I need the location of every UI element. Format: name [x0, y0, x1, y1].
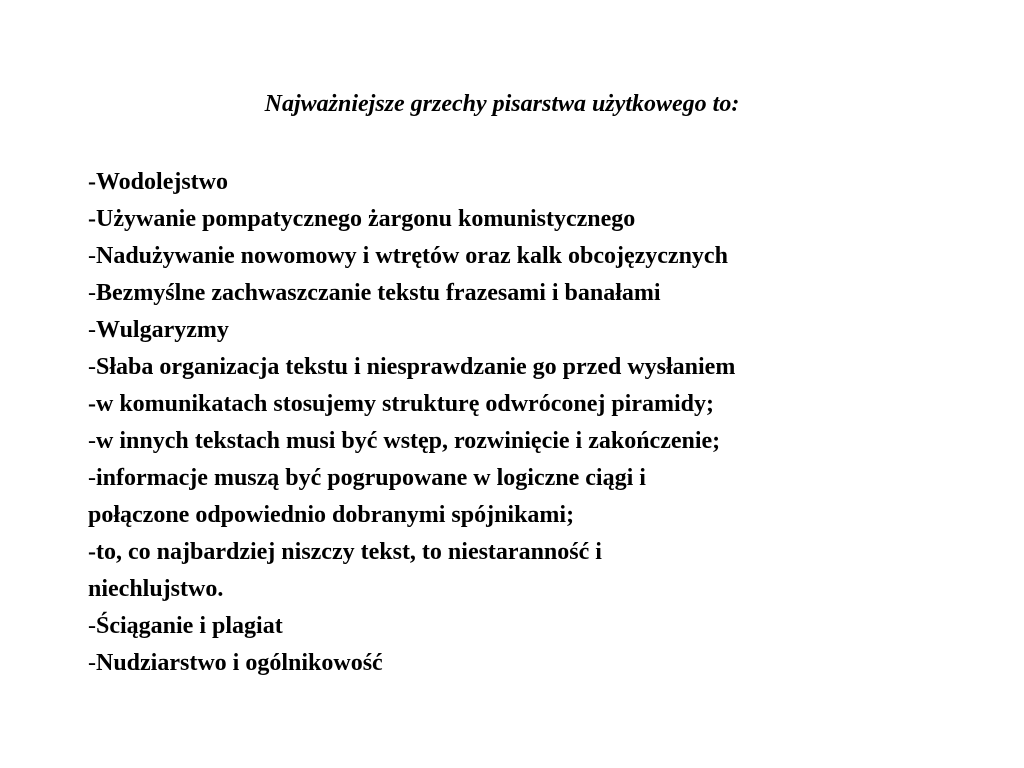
list-item-text: w komunikatach stosujemy strukturę odwróconej piramidy;: [96, 391, 714, 417]
list-dash: -: [88, 539, 96, 565]
list-item-text: to, co najbardziej niszczy tekst, to niestaranność i: [96, 539, 602, 565]
slide-title: Najważniejsze grzechy pisarstwa użytkowego to:: [264, 91, 740, 117]
list-dash: -: [88, 169, 96, 195]
list-item-text: Ściąganie i plagiat: [96, 613, 283, 639]
list-dash: -: [88, 613, 96, 639]
list-item-continuation: [88, 497, 988, 534]
list-item-text: Bezmyślne zachwaszczanie tekstu frazesami i banałami: [96, 280, 661, 306]
list-item-text: Używanie pompatycznego żargonu komunistycznego: [96, 206, 636, 232]
list-item-continuation: [88, 571, 988, 608]
list-item: [88, 423, 988, 460]
sins-list: [88, 164, 988, 682]
list-item-text: informacje muszą być pogrupowane w logiczne ciągi i: [96, 465, 646, 491]
list-item-text: Wulgaryzmy: [96, 317, 229, 343]
list-item-text: Nudziarstwo i ogólnikowość: [96, 650, 383, 676]
list-item: [88, 238, 988, 275]
list-item-text: Nadużywanie nowomowy i wtrętów oraz kalk obcojęzycznych: [96, 243, 728, 269]
list-dash: -: [88, 391, 96, 417]
list-item: [88, 349, 988, 386]
list-item: [88, 312, 988, 349]
list-item: [88, 164, 988, 201]
list-item: [88, 201, 988, 238]
list-item: [88, 386, 988, 423]
list-item: [88, 460, 988, 497]
list-dash: -: [88, 465, 96, 491]
list-dash: -: [88, 280, 96, 306]
list-dash: -: [88, 243, 96, 269]
list-dash: -: [88, 317, 96, 343]
list-item: [88, 275, 988, 312]
list-item-text: w innych tekstach musi być wstęp, rozwinięcie i zakończenie;: [96, 428, 721, 454]
list-dash: -: [88, 354, 96, 380]
list-item-text: niechlujstwo.: [88, 576, 224, 602]
list-dash: -: [88, 206, 96, 232]
list-item: [88, 608, 988, 645]
list-dash: -: [88, 428, 96, 454]
list-item: [88, 645, 988, 682]
list-item-text: Słaba organizacja tekstu i niesprawdzanie go przed wysłaniem: [96, 354, 736, 380]
list-item-text: połączone odpowiednio dobranymi spójnikami;: [88, 502, 575, 528]
list-dash: -: [88, 650, 96, 676]
list-item: [88, 534, 988, 571]
list-item-text: Wodolejstwo: [96, 169, 228, 195]
